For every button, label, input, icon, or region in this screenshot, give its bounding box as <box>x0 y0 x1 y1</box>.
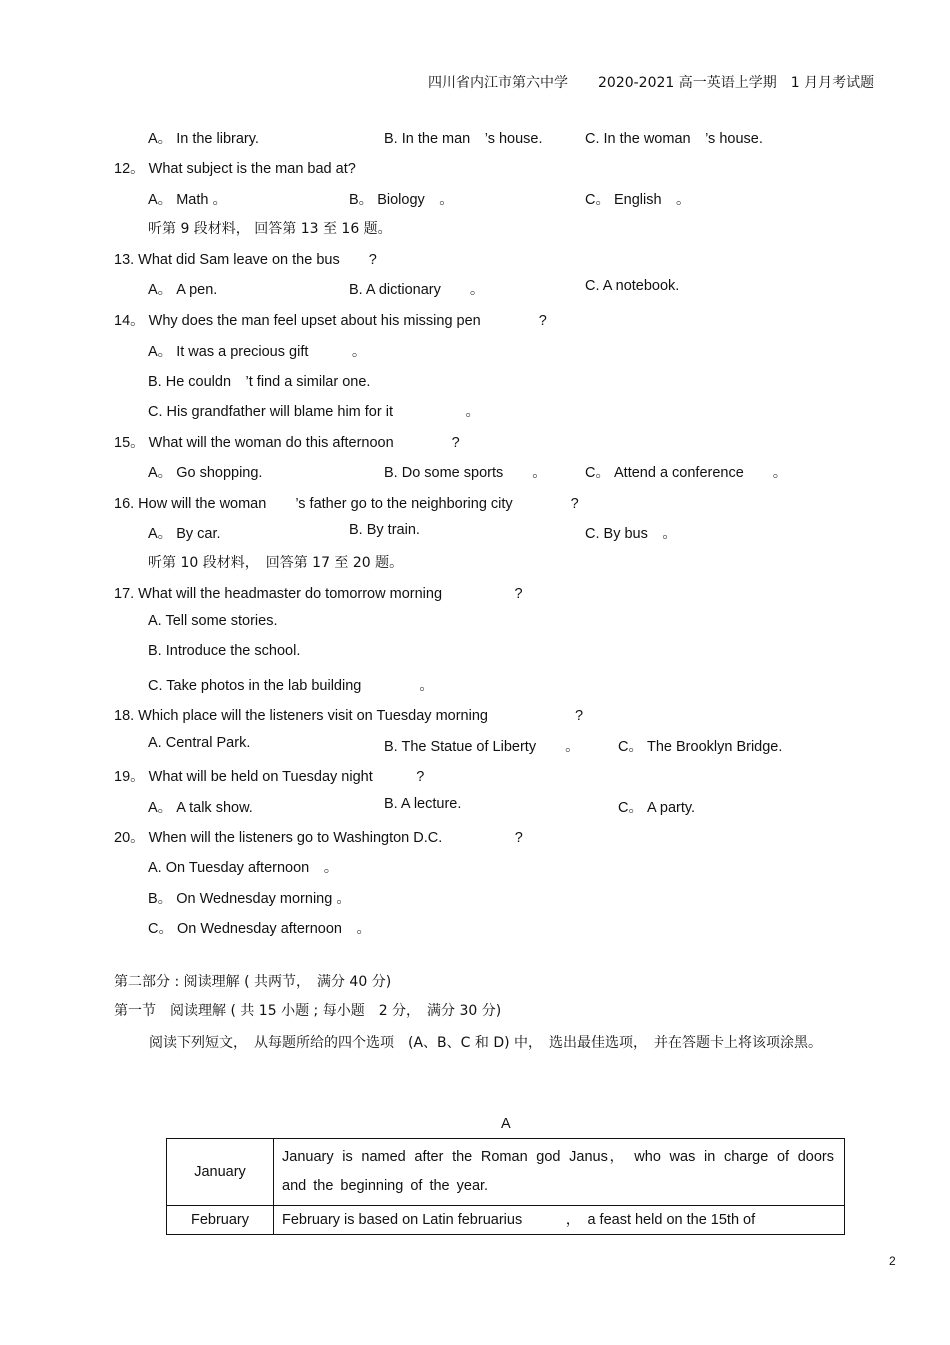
q11-option-a: A。 In the library. <box>148 131 259 147</box>
month-description: February is based on Latin februarius ， a feast held on the 15th of <box>274 1206 845 1235</box>
q19-option-c: C。 A party. <box>618 800 696 816</box>
table-row <box>167 1139 845 1206</box>
month-name: February <box>167 1206 274 1235</box>
instruction-material-10: 听第 10 段材料， 回答第 17 至 20 题。 <box>148 555 404 571</box>
page-number: 2 <box>889 1254 896 1268</box>
q11-option-b: B. In the man ’s house. <box>384 131 543 147</box>
header-exam-title: 2020-2021 高一英语上学期 1 月月考试题 <box>598 75 875 91</box>
table-row <box>167 1206 845 1235</box>
question-15: 15。 What will the woman do this afternoon ? <box>114 435 460 451</box>
part2-section1-title: 第一节 阅读理解 ( 共 15 小题 ; 每小题 2 分， 满分 30 分) <box>114 1003 502 1019</box>
question-13: 13. What did Sam leave on the bus ? <box>114 252 377 268</box>
question-18: 18. Which place will the listeners visit on Tuesday morning ? <box>114 708 584 724</box>
q17-option-a: A. Tell some stories. <box>148 613 278 629</box>
part2-directions: 阅读下列短文， 从每题所给的四个选项 (A、B、C 和 D) 中， 选出最佳选项， 并在答题卡上将该项涂黑。 <box>149 1035 823 1051</box>
q20-option-b: B。 On Wednesday morning 。 <box>148 891 351 907</box>
question-14: 14。 Why does the man feel upset about his missing pen ? <box>114 313 547 329</box>
q17-option-c: C. Take photos in the lab building 。 <box>148 678 434 694</box>
q14-option-b: B. He couldn ’t find a similar one. <box>148 374 371 390</box>
q18-option-b: B. The Statue of Liberty 。 <box>384 739 580 755</box>
month-name: January <box>167 1139 274 1206</box>
q12-option-c: C。 English 。 <box>585 192 691 208</box>
q15-option-a: A。 Go shopping. <box>148 465 263 481</box>
q15-option-b: B. Do some sports 。 <box>384 465 547 481</box>
passage-label: A <box>501 1116 511 1132</box>
q17-option-b: B. Introduce the school. <box>148 643 301 659</box>
q13-option-a: A。 A pen. <box>148 282 218 298</box>
q12-option-b: B。 Biology 。 <box>349 192 454 208</box>
header-school: 四川省内江市第六中学 <box>428 75 568 91</box>
q14-option-c: C. His grandfather will blame him for it 。 <box>148 404 480 420</box>
part2-title: 第二部分 : 阅读理解 ( 共两节， 满分 40 分) <box>114 974 392 990</box>
question-17: 17. What will the headmaster do tomorrow morning ? <box>114 586 523 602</box>
month-description: January is named after the Roman god Janus， who was in charge of doors and the beginning of the year. <box>274 1139 845 1206</box>
q13-option-c: C. A notebook. <box>585 278 680 294</box>
instruction-material-9: 听第 9 段材料， 回答第 13 至 16 题。 <box>148 221 392 237</box>
question-20: 20。 When will the listeners go to Washington D.C. ? <box>114 830 523 846</box>
q19-option-b: B. A lecture. <box>384 796 462 812</box>
q13-option-b: B. A dictionary 。 <box>349 282 485 298</box>
q16-option-a: A。 By car. <box>148 526 221 542</box>
q20-option-a: A. On Tuesday afternoon 。 <box>148 860 339 876</box>
q19-option-a: A。 A talk show. <box>148 800 253 816</box>
question-19: 19。 What will be held on Tuesday night ? <box>114 769 425 785</box>
q15-option-c: C。 Attend a conference 。 <box>585 465 788 481</box>
q18-option-a: A. Central Park. <box>148 735 251 751</box>
q14-option-a: A。 It was a precious gift 。 <box>148 344 367 360</box>
q11-option-c: C. In the woman ’s house. <box>585 131 763 147</box>
q16-option-c: C. By bus 。 <box>585 526 677 542</box>
question-12: 12。 What subject is the man bad at? <box>114 161 356 177</box>
question-16: 16. How will the woman ’s father go to the neighboring city ? <box>114 496 579 512</box>
q18-option-c: C。 The Brooklyn Bridge. <box>618 739 783 755</box>
q12-option-a: A。 Math 。 <box>148 192 227 208</box>
q20-option-c: C。 On Wednesday afternoon 。 <box>148 921 371 937</box>
q16-option-b: B. By train. <box>349 522 420 538</box>
months-table <box>166 1138 845 1235</box>
